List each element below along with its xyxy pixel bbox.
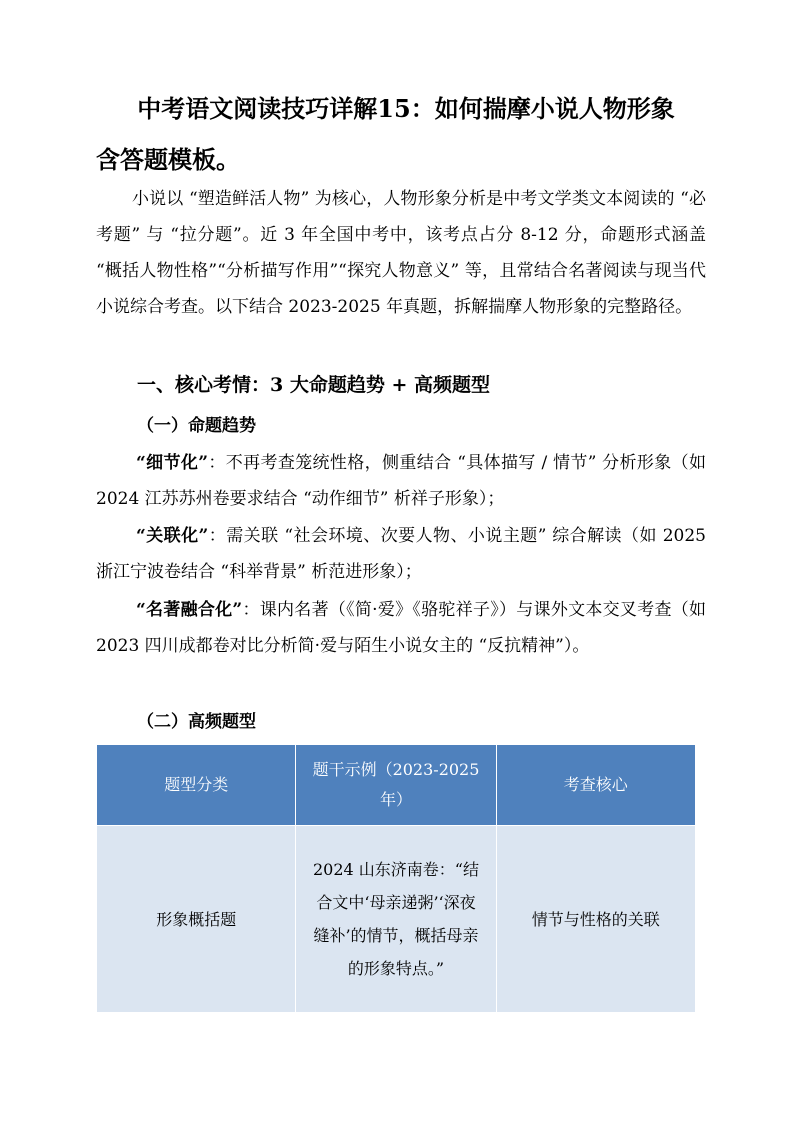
trend-item-classics <box>96 592 706 664</box>
trend-item-relation <box>96 518 706 590</box>
table-cell-example-text: 2024 山东济南卷：“结合文中‘母亲递粥’‘深夜缝补’的情节，概括母亲的形象特点。” <box>312 860 479 978</box>
table-header-row <box>97 745 696 826</box>
table-header-core: 考查核心 <box>496 745 695 826</box>
trend-lead: “细节化” <box>136 453 209 473</box>
table-header-example-text: 题干示例（2023-2025年） <box>312 760 480 809</box>
document-title-line1: 中考语文阅读技巧详解15：如何揣摩小说人物形象 <box>137 94 675 123</box>
question-types-table <box>96 744 696 1013</box>
section1-heading: 一、核心考情：3 大命题趋势 + 高频题型 <box>137 374 490 396</box>
trend-lead: “名著融合化” <box>136 600 243 620</box>
subheading-question-types: （二）高频题型 <box>137 712 256 732</box>
table-header-type: 题型分类 <box>97 745 296 826</box>
trend-text: ：需关联 “社会环境、次要人物、小说主题” 综合解读（如 2025 浙江宁波卷结合 “科举背景” 析范进形象）； <box>96 526 706 582</box>
trend-item-detail <box>96 445 706 517</box>
table-header-example <box>296 745 496 826</box>
intro-paragraph: 小说以 “塑造鲜活人物” 为核心，人物形象分析是中考文学类文本阅读的 “必考题” 与 “拉分题”。近 3 年全国中考中，该考点占分 8-12 分，命题形式涵盖 “概括人物性格”“分析描写作用”“探究人物意义” 等，且常结合名著阅读与现当代小说综合考查。以下结合 2023-2025 年真题，拆解揣摩人物形象的完整路径。 <box>96 189 706 317</box>
document-title-line2: 含答题模板。 <box>96 145 240 174</box>
trend-lead: “关联化” <box>136 526 209 546</box>
table-cell-example <box>296 826 496 1013</box>
trend-text: ：课内名著（《简·爱》《骆驼祥子》）与课外文本交叉考查（如 2023 四川成都卷对比分析简·爱与陌生小说女主的 “反抗精神”）。 <box>96 600 707 656</box>
trend-text: ：不再考查笼统性格，侧重结合 “具体描写 / 情节” 分析形象（如 2024 江苏苏州卷要求结合 “动作细节” 析祥子形象）； <box>96 453 706 509</box>
table-cell-core: 情节与性格的关联 <box>496 826 695 1013</box>
table-cell-type: 形象概括题 <box>97 826 296 1013</box>
table-row <box>97 826 696 1013</box>
subheading-trends: （一）命题趋势 <box>137 416 256 436</box>
